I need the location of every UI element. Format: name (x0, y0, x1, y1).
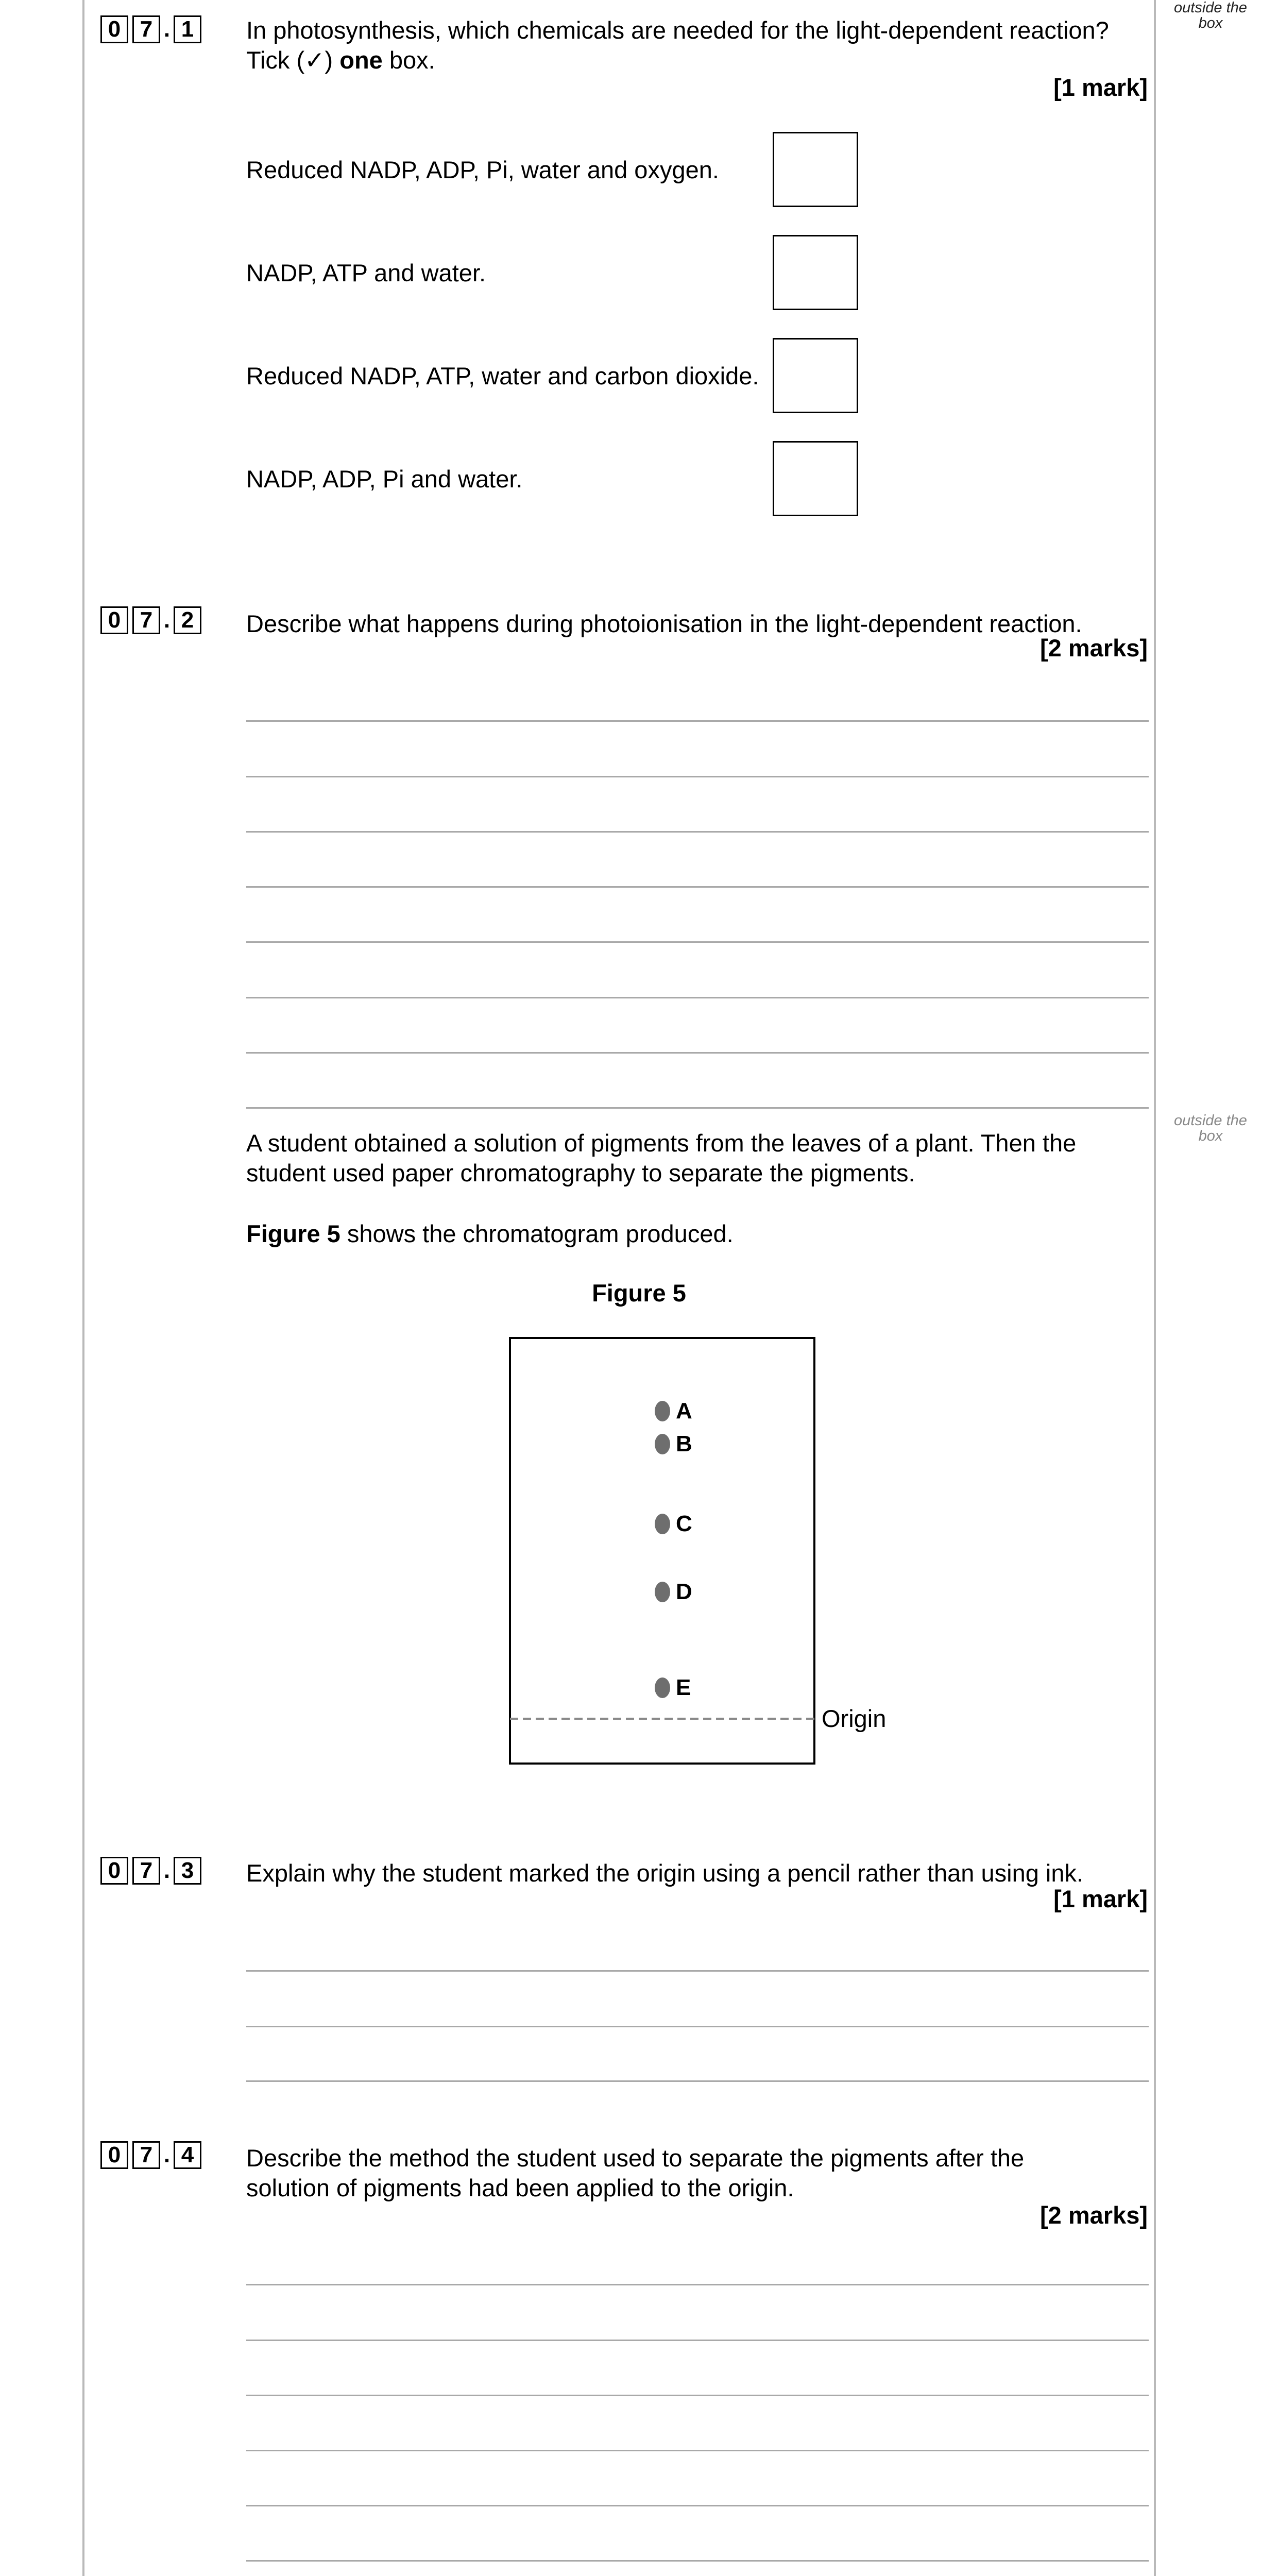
spot-label-c: C (676, 1511, 692, 1536)
origin-label: Origin (822, 1705, 887, 1732)
intro-line: A student obtained a solution of pigments from the leaves of a plant. Then the (246, 1129, 1077, 1157)
spot-label-d: D (676, 1579, 692, 1604)
question-dot: . (163, 1858, 171, 1883)
answer-line[interactable] (246, 2080, 1149, 2082)
question-digit: 7 (132, 606, 160, 634)
spot-label-a: A (676, 1398, 692, 1423)
spot-a (655, 1401, 670, 1421)
answer-line[interactable] (246, 2284, 1149, 2285)
option-label-4: NADP, ADP, Pi and water. (246, 465, 523, 493)
question-dot: . (163, 2142, 171, 2167)
question-digit: 7 (132, 2141, 160, 2169)
marks-label: [1 mark] (1053, 74, 1148, 101)
question-digit: 7 (132, 15, 160, 43)
option-label-3: Reduced NADP, ATP, water and carbon dioxide. (246, 362, 759, 389)
question-digit: 3 (174, 1857, 201, 1885)
answer-line[interactable] (246, 2450, 1149, 2451)
question-digit: 4 (174, 2141, 201, 2169)
question-line: Tick (✓) one box. (246, 46, 435, 74)
spot-label-b: B (676, 1431, 692, 1456)
question-dot: . (163, 607, 171, 633)
question-number-07-3 (100, 1855, 201, 1887)
spot-c (655, 1514, 670, 1534)
question-digit: 0 (100, 1857, 128, 1885)
option-label-2: NADP, ATP and water. (246, 259, 486, 286)
marks-label: [1 mark] (1053, 1885, 1148, 1912)
answer-line[interactable] (246, 2026, 1149, 2027)
question-dot: . (163, 16, 171, 42)
question-digit: 0 (100, 2141, 128, 2169)
intro-line: student used paper chromatography to separate the pigments. (246, 1159, 915, 1187)
question-line: solution of pigments had been applied to the origin. (246, 2174, 794, 2201)
answer-line[interactable] (246, 1970, 1149, 1972)
answer-line[interactable] (246, 2395, 1149, 2396)
question-digit: 0 (100, 15, 128, 43)
spot-d (655, 1582, 670, 1602)
answer-line[interactable] (246, 2505, 1149, 2506)
question-digit: 7 (132, 1857, 160, 1885)
question-line: In photosynthesis, which chemicals are needed for the light-dependent reaction? (246, 16, 1109, 44)
answer-line[interactable] (246, 2340, 1149, 2341)
question-text-07-4 (246, 2143, 1148, 2203)
margin-note-middle: outside the box (1174, 1112, 1247, 1144)
question-digit: 0 (100, 606, 128, 634)
spot-b (655, 1434, 670, 1454)
spot-label-e: E (676, 1675, 691, 1700)
marks-label: [2 marks] (1040, 2201, 1148, 2229)
margin-note-top: outside the box (1174, 0, 1247, 31)
question-text-07-2: Describe what happens during photoionisation in the light-dependent reaction. (246, 610, 1082, 637)
question-text-07-3: Explain why the student marked the origin using a pencil rather than using ink. (246, 1859, 1084, 1887)
tick-icon: ✓ (304, 46, 325, 74)
question-line: Describe the method the student used to separate the pigments after the (246, 2144, 1025, 2172)
question-digit: 1 (174, 15, 201, 43)
figure-reference: Figure 5 shows the chromatogram produced. (246, 1220, 734, 1247)
option-label-1: Reduced NADP, ADP, Pi, water and oxygen. (246, 156, 719, 183)
question-digit: 2 (174, 606, 201, 634)
marks-label: [2 marks] (1040, 634, 1148, 662)
figure-caption: Figure 5 (592, 1279, 686, 1307)
answer-line[interactable] (246, 2560, 1149, 2562)
spot-e (655, 1677, 670, 1698)
question-number-07-4 (100, 2139, 201, 2171)
